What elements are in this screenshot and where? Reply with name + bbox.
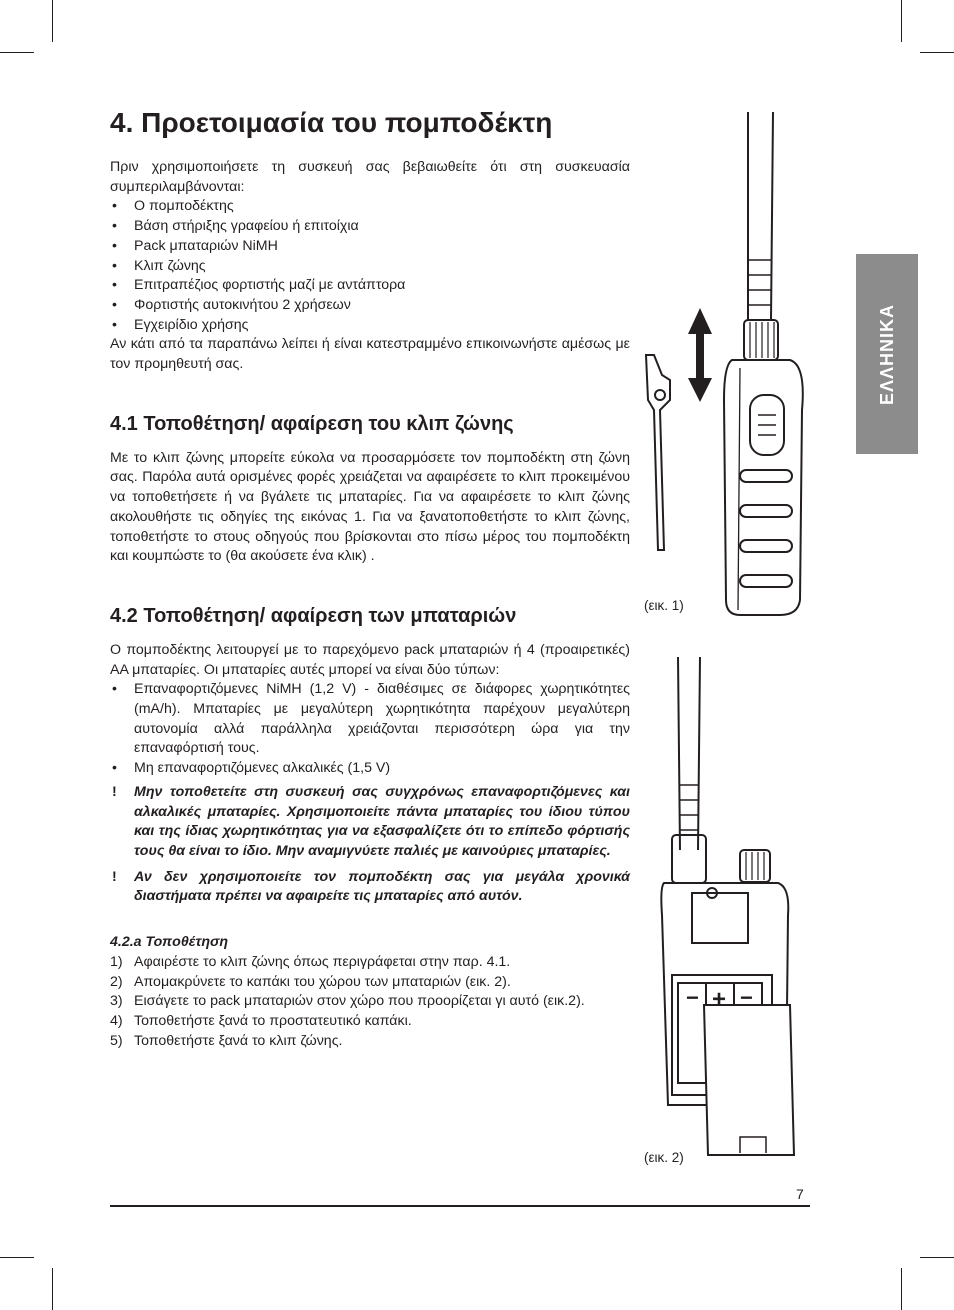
list-item: • Φορτιστής αυτοκινήτου 2 χρήσεων: [110, 296, 630, 316]
missing-note: Αν κάτι από τα παραπάνω λείπει ή είναι κατεστραμμένο επικοινωνήστε αμέσως με τον προμηθευτή σας.: [110, 336, 630, 373]
step-item: 2) Απομακρύνετε το καπάκι του χώρου των μπαταριών (εικ. 2).: [110, 973, 511, 990]
crop-mark: [0, 52, 34, 53]
language-tab-label: ΕΛΛΗΝΙΚΑ: [876, 303, 897, 405]
language-tab: [856, 254, 918, 454]
step-item: 3) Εισάγετε το pack μπαταριών στον χώρο που προορίζεται γι αυτό (εικ.2).: [110, 993, 585, 1010]
step-item: 5) Τοποθετήστε ξανά το κλιπ ζώνης.: [110, 1032, 343, 1049]
crop-mark: [901, 0, 902, 42]
intro-text: Πριν χρησιμοποιήσετε τη συσκευή σας βεβαιωθείτε ότι στη συσκευασία συμπεριλαμβάνονται:: [110, 159, 630, 195]
page-title: 4. Προετοιμασία του πομποδέκτη: [110, 107, 553, 138]
page-number: 7: [796, 1186, 804, 1202]
list-item: • Επιτραπέζιος φορτιστής μαζί με αντάπτορα: [110, 276, 630, 296]
steps-list: [110, 953, 630, 1052]
list-item: • Ο πομποδέκτης: [110, 197, 630, 217]
contents-list: [110, 197, 630, 335]
crop-mark: [901, 1268, 902, 1310]
sub-heading: 4.2.a Τοποθέτηση: [110, 934, 229, 951]
list-item: • Μη επαναφορτιζόμενες αλκαλικές (1,5 V): [110, 759, 630, 779]
section-body-4-2: Ο πομποδέκτης λειτουργεί με το παρεχόμενο pack μπαταριών ή 4 (προαιρετικές) AA μπαταρίες. Οι μπαταρίες αυτές μπορεί να είναι δύο τύπων:: [110, 641, 630, 678]
list-item: • Pack μπαταριών NiMH: [110, 237, 630, 257]
list-item: • Επαναφορτιζόμενες NiMH (1,2 V) - διαθέσιμες σε διάφορες χωρητικότητες (mA/h). Μπαταρίες με μεγαλύτερη χωρητικότητα παρέχουν μεγαλύτερη αυτονομία αλλά παράλληλα χρειάζονται περισσότερη ώρα για την επαναφόρτισή τους.: [110, 680, 630, 759]
section-heading-4-1: 4.1 Τοποθέτηση/ αφαίρεση του κλιπ ζώνης: [110, 412, 514, 435]
figure-1-radio-side-illustration: [640, 110, 820, 620]
crop-mark: [920, 1257, 954, 1258]
battery-minus-left-icon: −: [686, 985, 699, 1010]
main-content: [110, 106, 630, 1051]
battery-minus-right-icon: −: [740, 985, 753, 1010]
figure-2-battery-illustration: [650, 655, 810, 1175]
figure-1-caption: (εικ. 1): [644, 598, 684, 613]
section-body-4-1: Με το κλιπ ζώνης μπορείτε εύκολα να προσαρμόσετε τον πομποδέκτη στη ζώνη σας. Παρόλα αυτά ορισμένες φορές χρειάζεται να αφαιρέσετε το κλιπ προκειμένου να τοποθετήσετε ή να βγάλετε τις μπαταρίες. Για να αφαιρέσετε το κλιπ ζώνης ακολουθήστε τις οδηγίες της εικόνας 1. Για να ξανατοποθετήστε το κλιπ ζώνης, τοποθετήστε το στους οδηγούς που βρίσκονται στο πίσω μέρος του πομποδέκτη και κουμπώστε το (θα ακούσετε ένα κλικ) .: [110, 449, 630, 565]
crop-mark: [920, 52, 954, 53]
crop-mark: [52, 0, 53, 42]
crop-mark: [0, 1257, 34, 1258]
footer-rule: [110, 1205, 810, 1207]
step-item: 4) Τοποθετήστε ξανά το προστατευτικό καπάκι.: [110, 1012, 412, 1029]
battery-plus-icon: +: [712, 986, 727, 1013]
list-item: • Εγχειρίδιο χρήσης: [110, 316, 630, 336]
list-item: • Βάση στήριξης γραφείου ή επιτοίχια: [110, 217, 630, 237]
list-item: • Κλιπ ζώνης: [110, 257, 630, 277]
figure-2-caption: (εικ. 2): [644, 1150, 684, 1165]
section-heading-4-2: 4.2 Τοποθέτηση/ αφαίρεση των μπαταριών: [110, 604, 517, 627]
warning-item: ! Μην τοποθετείτε στη συσκευή σας συγχρόνως επαναφορτιζόμενες και αλκαλικές μπαταρίες. Χρησιμοποιείτε πάντα μπαταρίες του ίδιου τύπου και της ίδιας χωρητικότητας για να εξασφαλίζετε ότι το επίπεδο φόρτισής τους θα είναι το ίδιο. Μην αναμιγνύετε παλιές με καινούριες μπαταρίες.: [110, 783, 630, 862]
warning-list: [110, 783, 630, 907]
step-item: 1) Αφαιρέστε το κλιπ ζώνης όπως περιγράφεται στην παρ. 4.1.: [110, 953, 511, 970]
warning-item: ! Αν δεν χρησιμοποιείτε τον πομποδέκτη σας για μεγάλα χρονικά διαστήματα πρέπει να αφαιρείτε τις μπαταρίες από αυτόν.: [110, 868, 630, 907]
battery-types-list: [110, 680, 630, 779]
crop-mark: [52, 1268, 53, 1310]
